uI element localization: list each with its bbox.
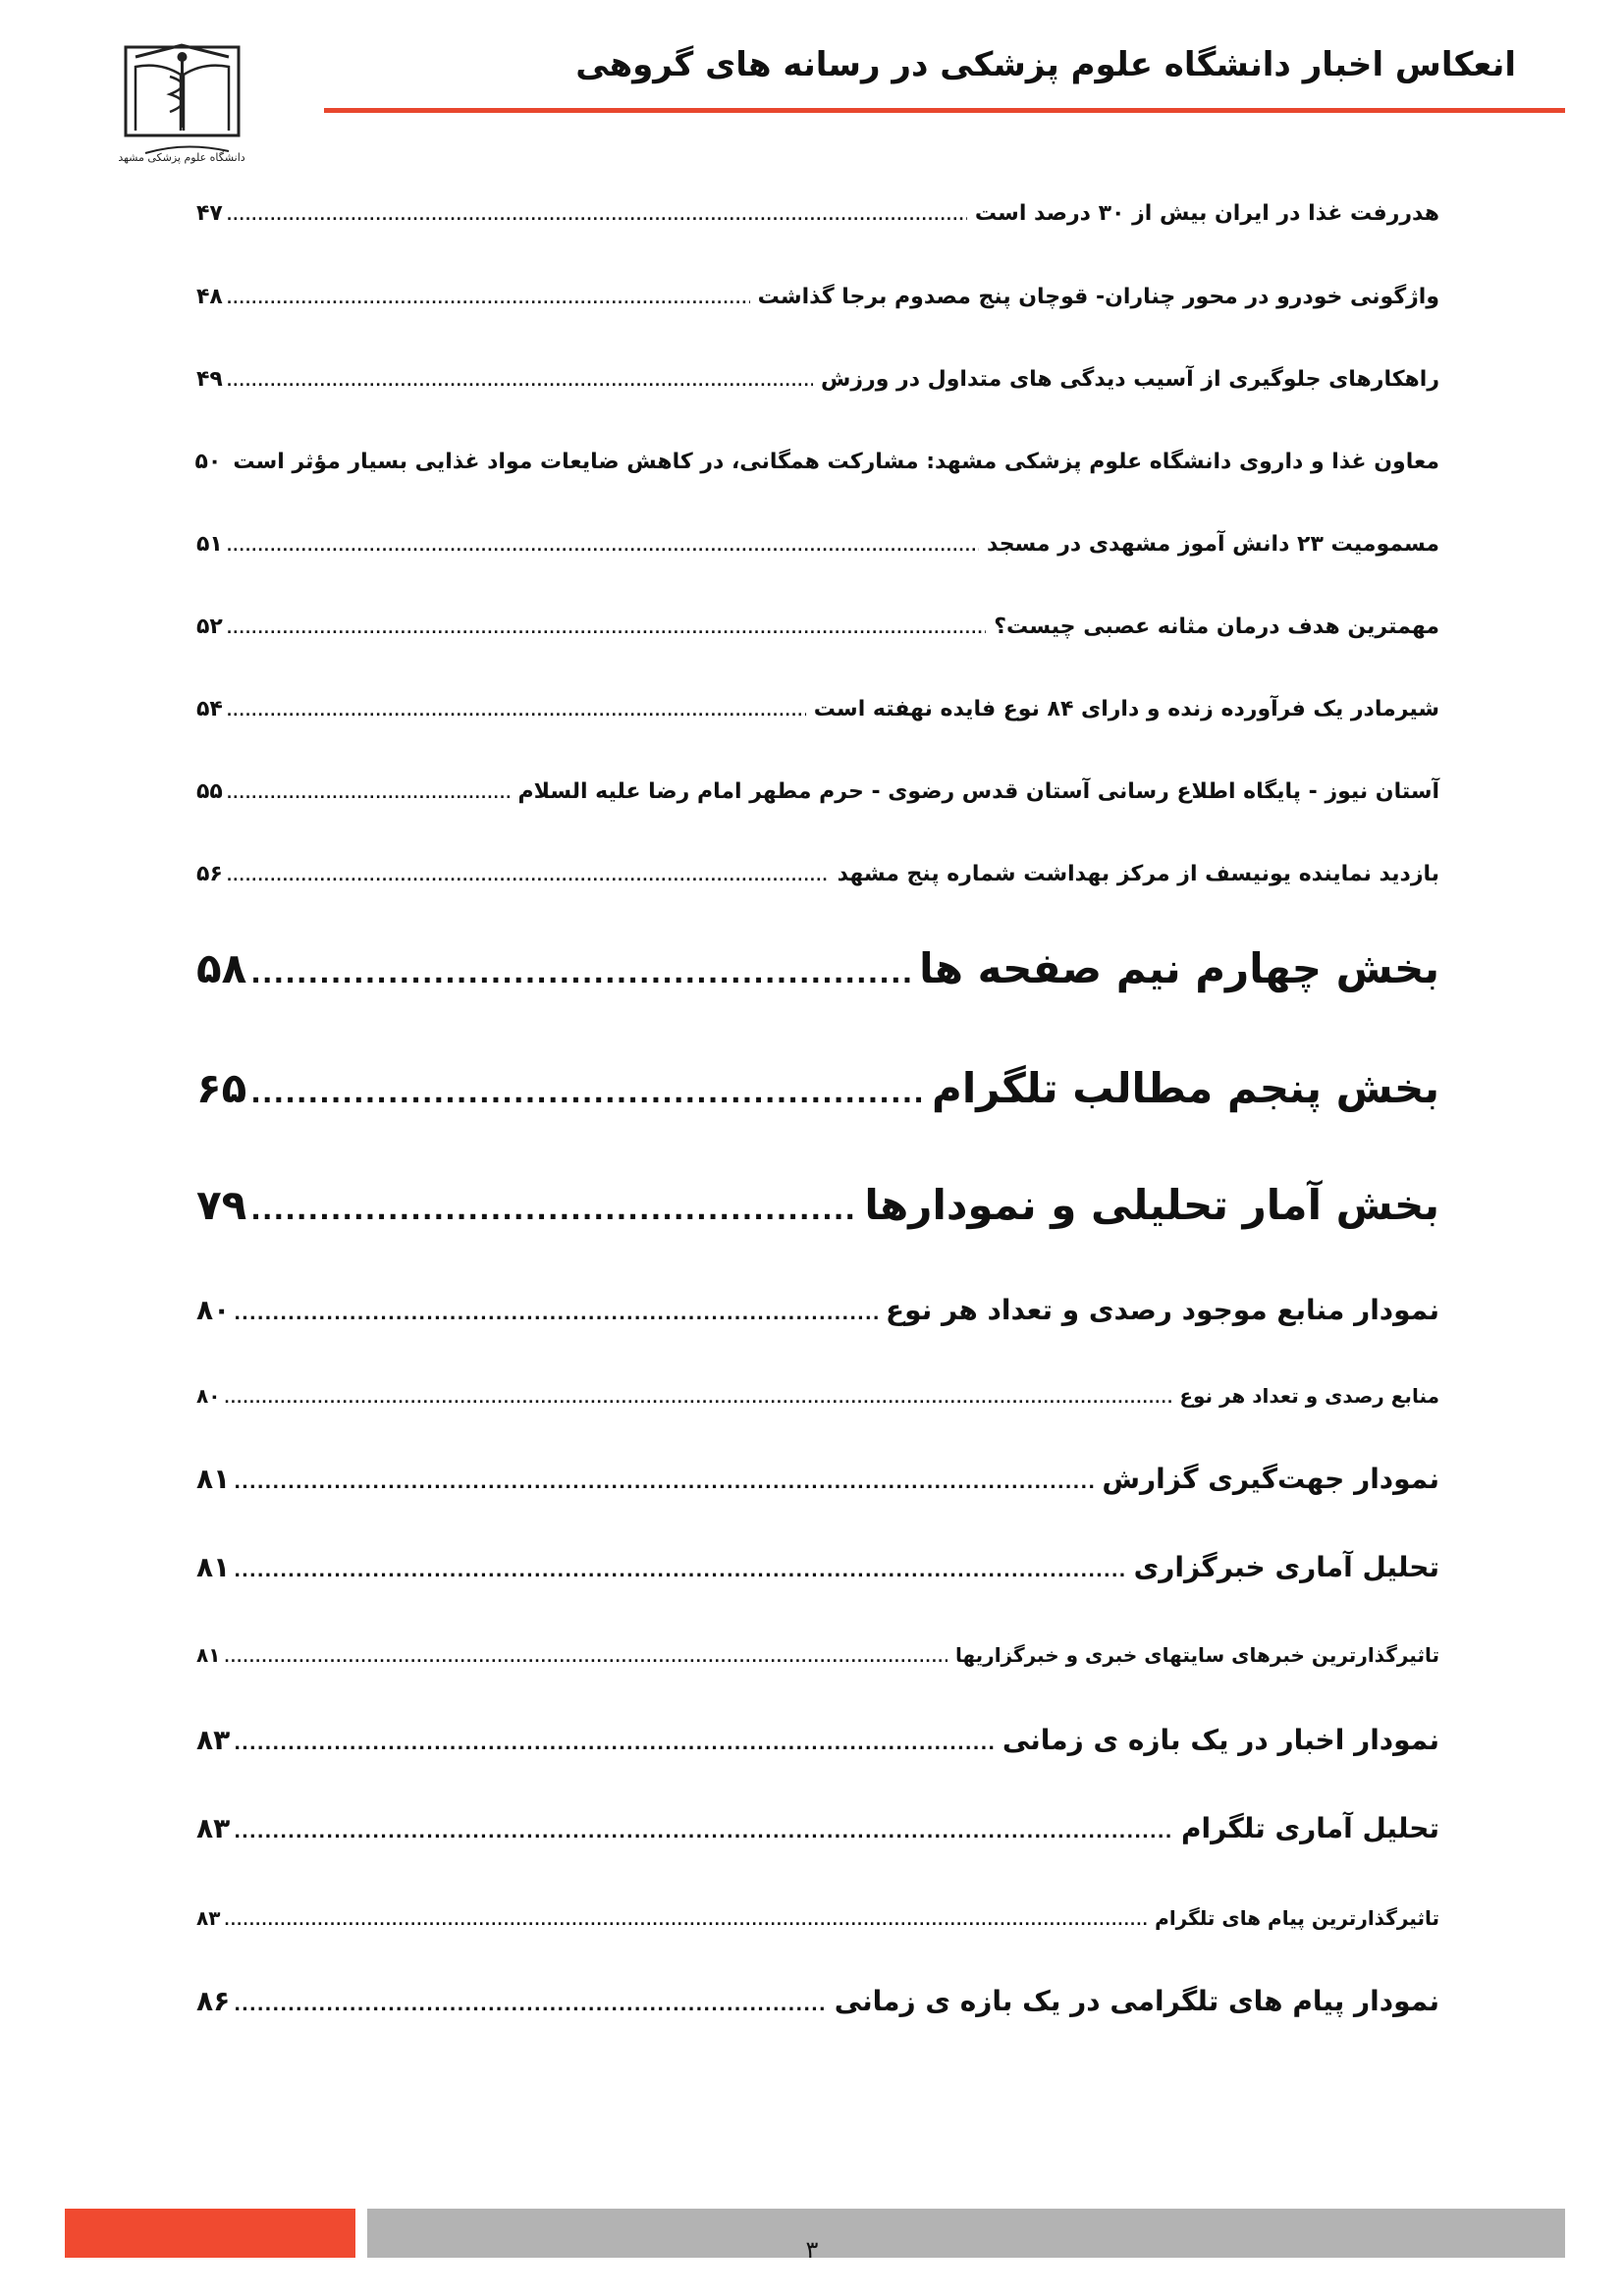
toc-leader-dots [234,1734,995,1754]
toc-entry-title: آستان نیوز - پایگاه اطلاع رسانی آستان قدس رضوی - حرم مطهر امام رضا علیه السلام [517,779,1439,804]
toc-entry-page: ۵۶ [196,862,223,886]
toc-leader-dots [227,704,806,720]
toc-entry-title: هدررفت غذا در ایران بیش از ۳۰ درصد است [974,201,1439,226]
toc-entry[interactable] [196,201,1439,226]
toc-section-page: ۵۸ [196,944,247,992]
toc-subsection-title: تحلیل آماری خبرگزاری [1133,1551,1439,1583]
toc-entry-title: معاون غذا و داروی دانشگاه علوم پزشکی مشهد: مشارکت همگانی، در کاهش ضایعات مواد غذایی بسیار مؤثر است [233,450,1439,474]
toc-leader-dots [224,1650,947,1666]
toc-subsection-title: نمودار جهت‌گیری گزارش [1102,1463,1439,1495]
toc-entry[interactable] [196,532,1439,557]
toc-subsection-entry[interactable] [196,1812,1439,1844]
toc-subsection-title: تحلیل آماری تلگرام [1180,1812,1439,1844]
toc-entry-page: ۵۲ [196,614,223,639]
toc-entry[interactable] [196,285,1439,309]
toc-subsection-page: ۸۳ [196,1812,231,1844]
toc-leader-dots [227,869,830,884]
toc-section-entry[interactable] [196,1064,1439,1112]
toc-entry[interactable] [196,614,1439,639]
toc-section-title: بخش آمار تحلیلی و نمودارها [864,1181,1439,1229]
toc-section-entry[interactable] [196,944,1439,992]
toc-leader-dots [250,1194,856,1226]
university-logo-icon [116,37,248,165]
toc-subsection-entry[interactable] [196,1463,1439,1495]
toc-leader-dots [227,539,979,555]
toc-leader-dots [234,1472,1094,1493]
toc-entry-title: منابع رصدی و تعداد هر نوع [1179,1384,1439,1408]
toc-entry-page: ۸۱ [196,1643,221,1667]
toc-entry-title: تاثیرگذارترین خبرهای سایتهای خبری و خبرگزاریها [954,1643,1439,1667]
toc-leader-dots [234,1304,878,1324]
toc-entry-page: ۸۳ [196,1906,221,1930]
toc-subsection-page: ۸۶ [196,1985,231,2017]
toc-leader-dots [227,786,511,802]
toc-entry[interactable] [196,697,1439,721]
toc-subsection-title: نمودار منابع موجود رصدی و تعداد هر نوع [886,1294,1439,1326]
toc-subsection-entry[interactable] [196,1985,1439,2017]
toc-section-title: بخش پنجم مطالب تلگرام [932,1064,1439,1112]
toc-leader-dots [227,292,750,307]
toc-entry-title: شیرمادر یک فرآورده زنده و دارای ۸۴ نوع فایده نهفته است [813,697,1439,721]
toc-leader-dots [227,621,986,637]
toc-section-entry[interactable] [196,1181,1439,1229]
toc-entry[interactable] [196,862,1439,886]
toc-entry-title: تاثیرگذارترین پیام های تلگرام [1155,1906,1439,1930]
toc-subsection-page: ۸۱ [196,1463,231,1495]
toc-section-page: ۷۹ [196,1181,247,1229]
toc-leader-dots [250,957,911,989]
toc-entry[interactable] [196,779,1439,804]
toc-entry-title: واژگونی خودرو در محور چناران- قوچان پنج مصدوم برجا گذاشت [757,285,1439,309]
toc-entry-page: ۴۹ [196,367,223,392]
toc-entry-page: ۵۰ [194,450,222,474]
toc-subsection-entry[interactable] [196,1294,1439,1326]
toc-leader-dots [227,374,813,390]
toc-entry-page: ۵۴ [196,697,223,721]
toc-leader-dots [234,1995,827,2015]
toc-leader-dots [224,1391,1171,1407]
toc-entry-title: مسمومیت ۲۳ دانش آموز مشهدی در مسجد [986,532,1439,557]
toc-entry-title: راهکارهای جلوگیری از آسیب دیدگی های متداول در ورزش [821,367,1439,392]
page-header-title: انعکاس اخبار دانشگاه علوم پزشکی در رسانه های گروهی [575,45,1516,84]
toc-subsection-title: نمودار پیام های تلگرامی در یک بازه ی زمانی [834,1985,1439,2017]
toc-subsection-page: ۸۱ [196,1551,231,1583]
toc-entry-page: ۴۷ [196,201,223,226]
toc-entry[interactable] [196,1906,1439,1930]
toc-entry-title: مهمترین هدف درمان مثانه عصبی چیست؟ [994,614,1439,639]
toc-leader-dots [250,1077,924,1109]
toc-entry[interactable] [196,367,1439,392]
toc-entry[interactable] [196,1643,1439,1667]
svg-text:دانشگاه علوم پزشکی مشهد: دانشگاه علوم پزشکی مشهد [118,151,245,164]
toc-section-page: ۶۵ [196,1064,247,1112]
page-number: ۳ [805,2236,819,2264]
toc-entry-page: ۵۵ [196,779,223,804]
toc-subsection-title: نمودار اخبار در یک بازه ی زمانی [1001,1724,1439,1756]
toc-subsection-entry[interactable] [196,1551,1439,1583]
toc-section-title: بخش چهارم نیم صفحه ها [919,944,1439,992]
toc-entry-title: بازدید نماینده یونیسف از مرکز بهداشت شماره پنج مشهد [837,862,1439,886]
toc-leader-dots [234,1561,1125,1581]
toc-leader-dots [234,1822,1173,1842]
toc-subsection-entry[interactable] [196,1724,1439,1756]
toc-entry-page: ۵۱ [196,532,223,557]
toc-subsection-page: ۸۰ [196,1294,231,1326]
toc-entry-page: ۴۸ [196,285,223,309]
toc-leader-dots [227,208,967,224]
toc-entry[interactable] [196,450,1439,474]
header-divider [324,108,1565,113]
toc-entry[interactable] [196,1384,1439,1408]
toc-leader-dots [224,1913,1147,1929]
toc-subsection-page: ۸۳ [196,1724,231,1756]
toc-entry-page: ۸۰ [196,1384,221,1408]
